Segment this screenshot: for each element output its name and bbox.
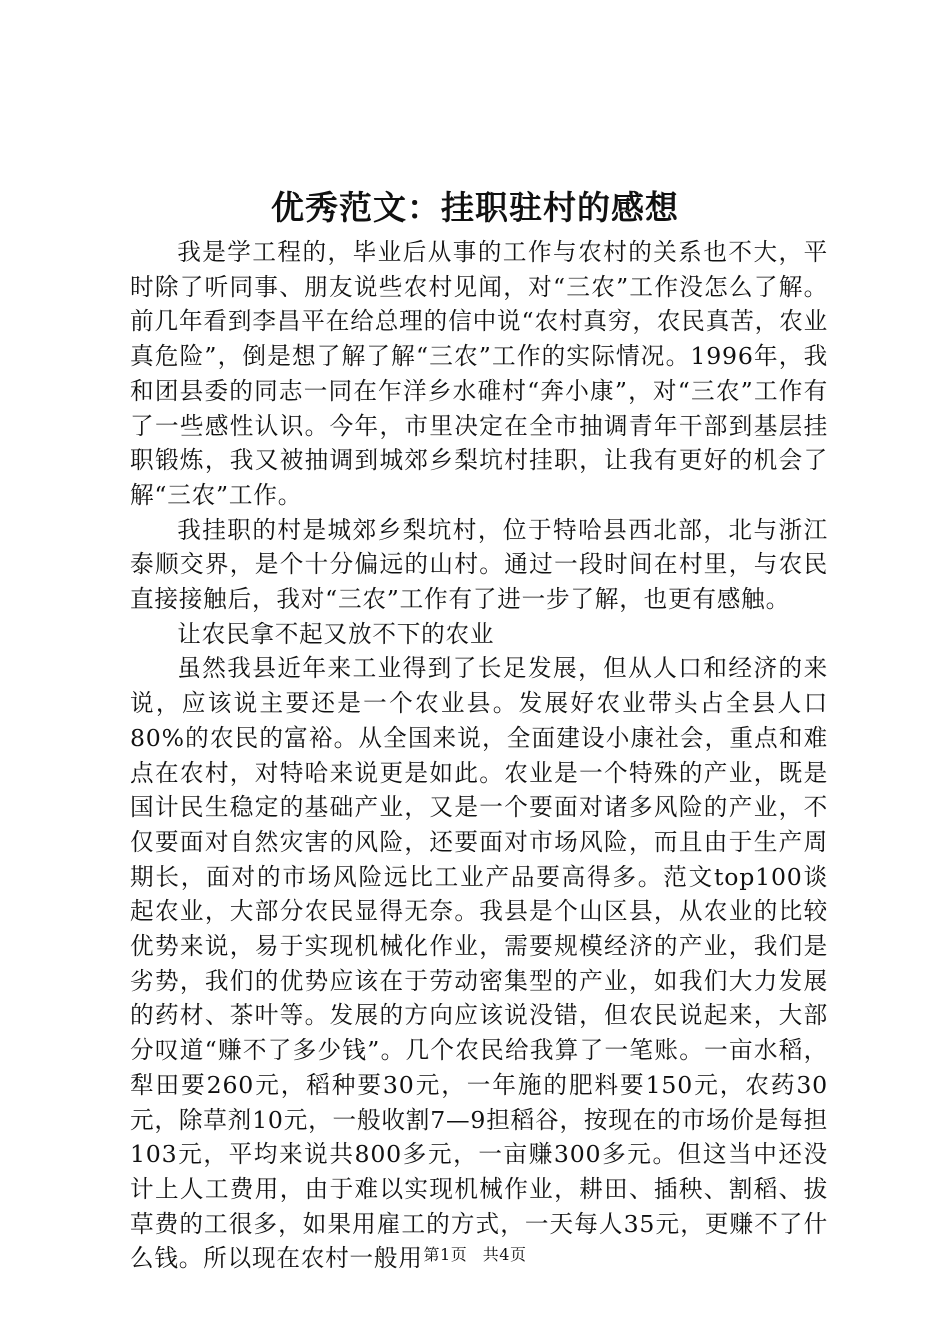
paragraph: 虽然我县近年来工业得到了长足发展，但从人口和经济的来说，应该说主要还是一个农业县。发展好农业带头占全县人口80%的农民的富裕。从全国来说，全面建设小康社会，重点和难点在农村，对特哈来说更是如此。农业是一个特殊的产业，既是国计民生稳定的基础产业，又是一个要面对诸多风险的产业，不仅要面对自然灾害的风险，还要面对市场风险，而且由于生产周期长，面对的市场风险远比工业产品要高得多。范文top100谈起农业，大部分农民显得无奈。我县是个山区县，从农业的比较优势来说，易于实现机械化作业，需要规模经济的产业，我们是劣势，我们的优势应该在于劳动密集型的产业，如我们大力发展的药材、茶叶等。发展的方向应该说没错，但农民说起来，大部分叹道“赚不了多少钱”。几个农民给我算了一笔账。一亩水稻，犁田要260元，稻种要30元，一年施的肥料要150元，农药30元，除草剂10元，一般收割7—9担稻谷，按现在的市场价是每担103元，平均来说共800多元，一亩赚300多元。但这当中还没计上人工费用，由于难以实现机械作业，耕田、插秧、割稻、拔草费的工很多，如果用雇工的方式，一天每人35元，更赚不了什么钱。所以现在农村一般用 [130,654,828,1273]
page-total: 共4页 [482,1245,527,1264]
page-number: 第1页 [423,1245,468,1264]
section-heading: 让农民拿不起又放不下的农业 [177,619,495,648]
paragraph: 我是学工程的，毕业后从事的工作与农村的关系也不大，平时除了听同事、朋友说些农村见闻，对“三农”工作没怎么了解。前几年看到李昌平在给总理的信中说“农村真穷，农民真苦，农业真危险”，倒是想了解了解“三农”工作的实际情况。1996年，我和团县委的同志一同在乍洋乡水碓村“奔小康”，对“三农”工作有了一些感性认识。今年，市里决定在全市抽调青年干部到基层挂职锻炼，我又被抽调到城郊乡梨坑村挂职，让我有更好的机会了解“三农”工作。 [130,238,828,509]
paragraph: 我挂职的村是城郊乡梨坑村，位于特哈县西北部，北与浙江泰顺交界，是个十分偏远的山村。通过一段时间在村里，与农民直接接触后，我对“三农”工作有了进一步了解，也更有感触。 [130,515,828,614]
document-body [130,235,828,1276]
document-title: 优秀范文：挂职驻村的感想 [271,188,679,227]
page-footer [0,1245,950,1265]
